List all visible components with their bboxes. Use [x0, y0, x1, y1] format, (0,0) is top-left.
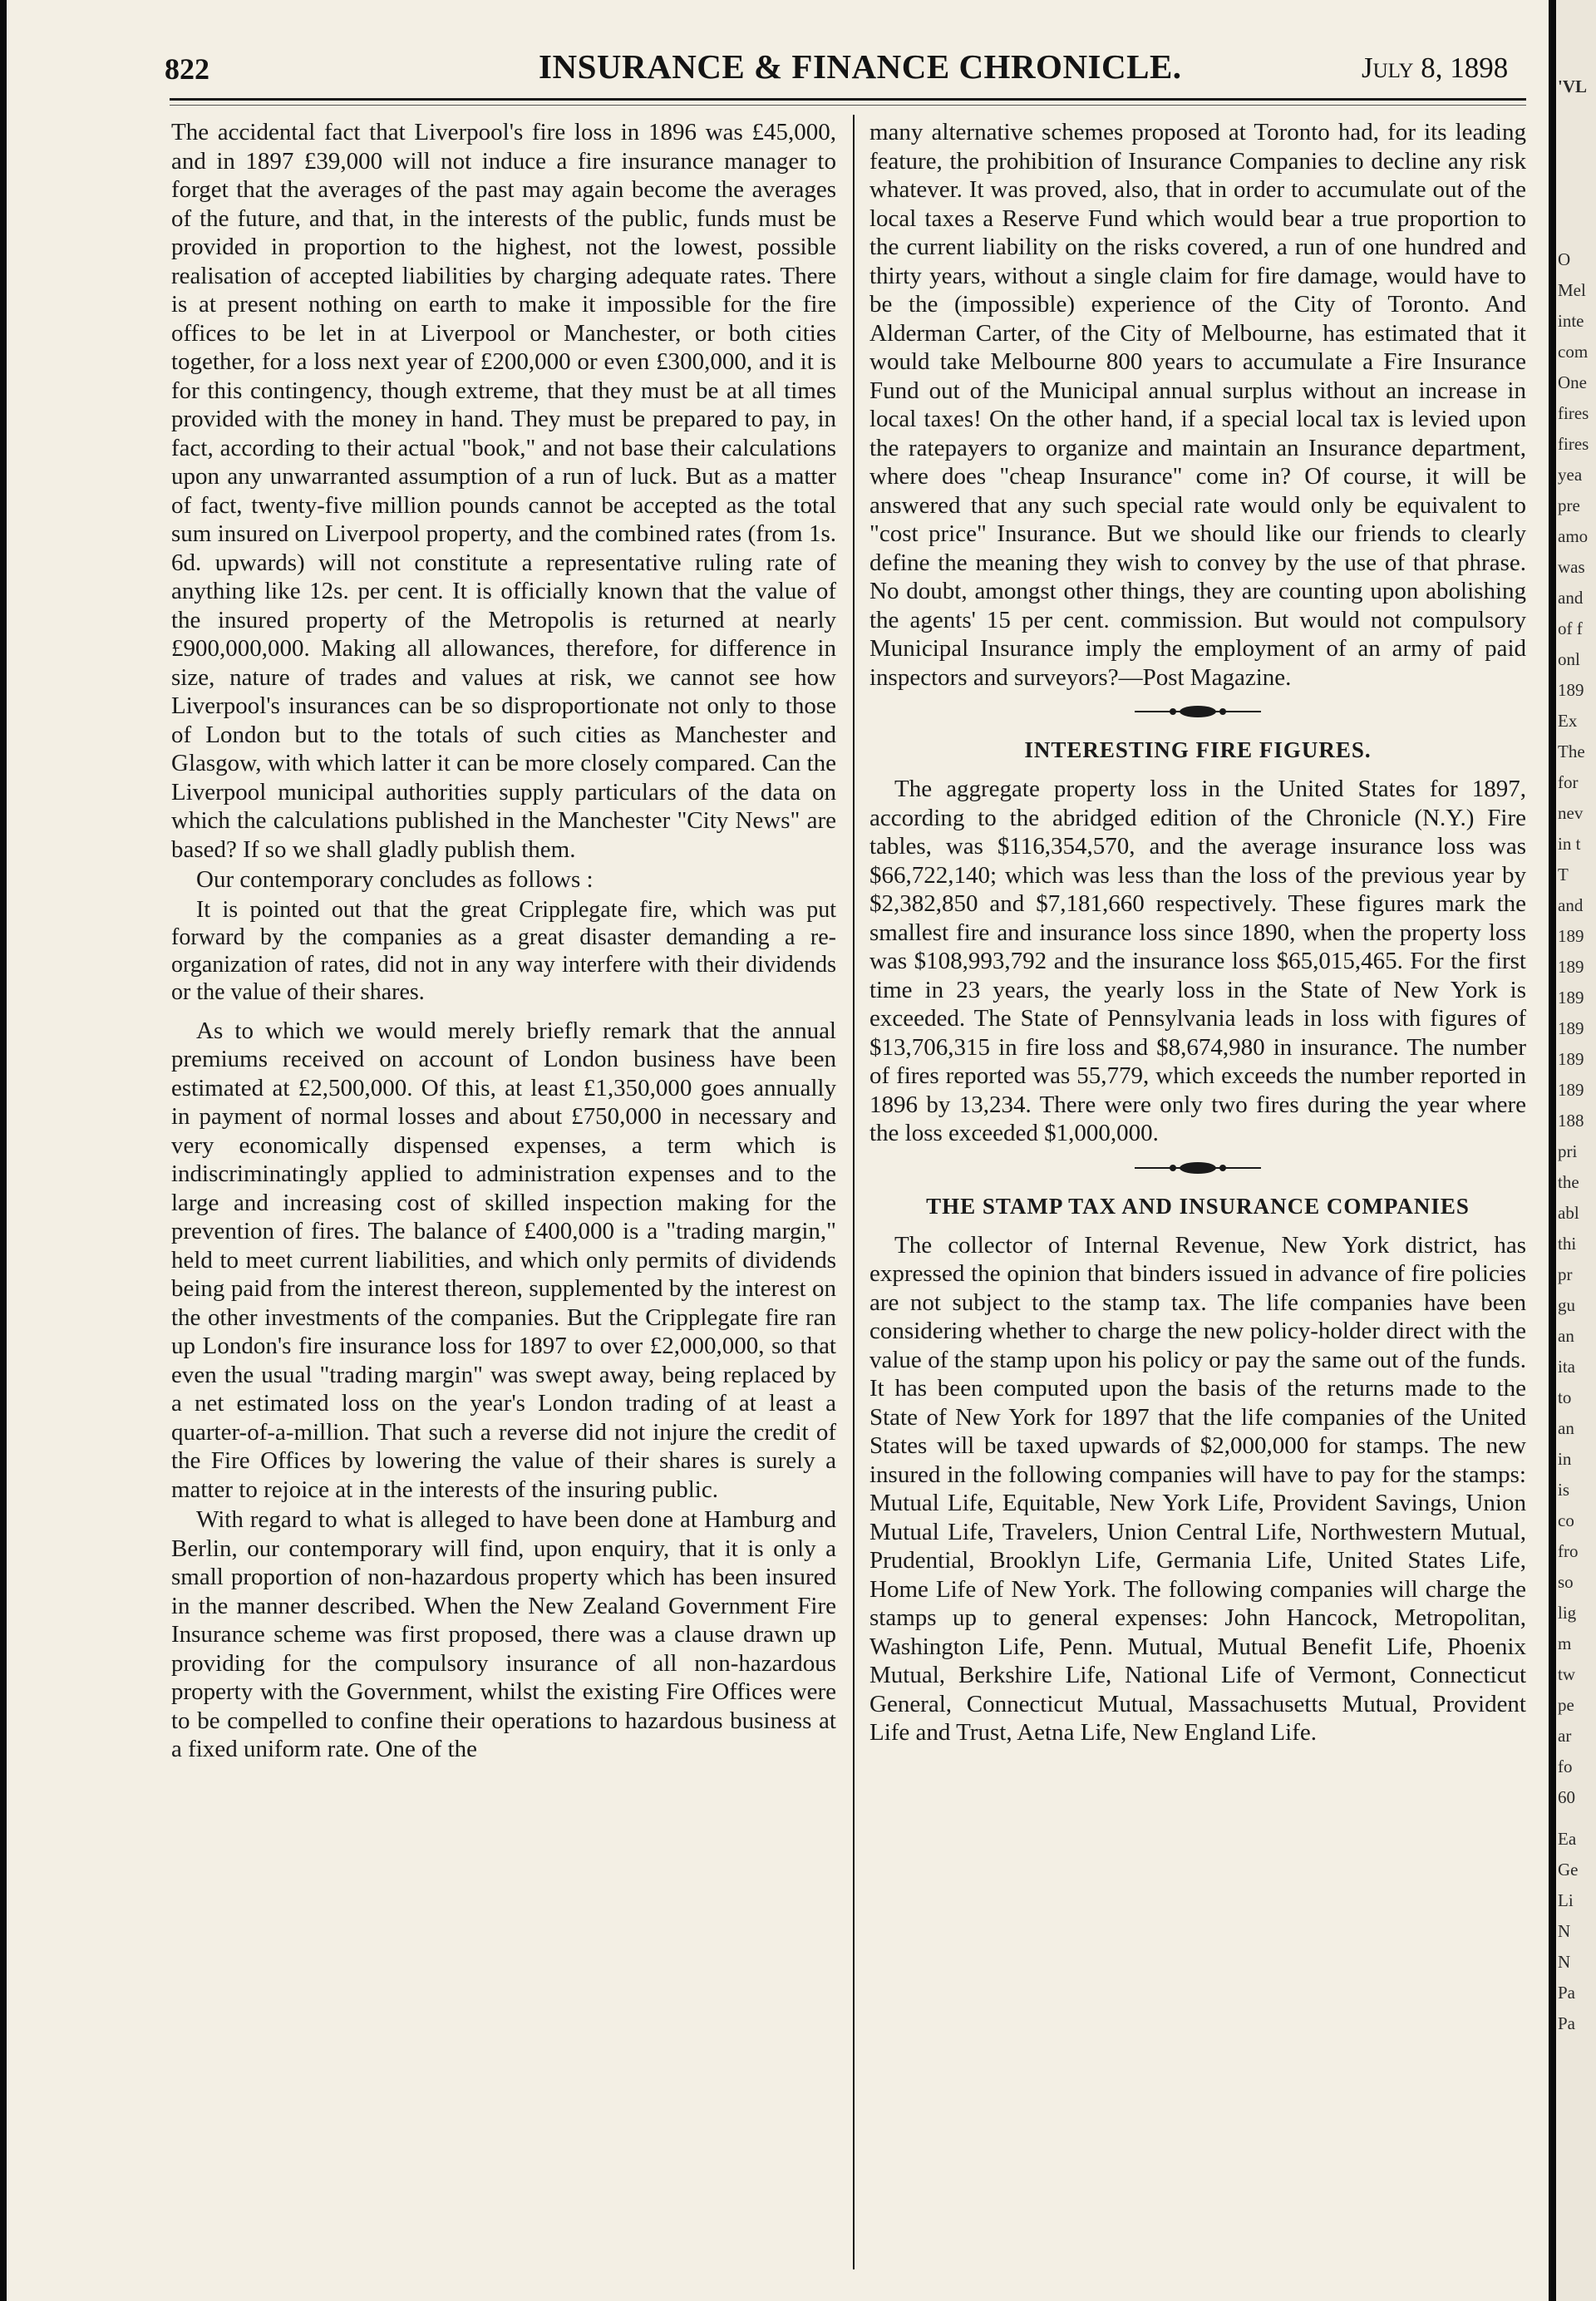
adjacent-page-edge [1556, 0, 1596, 2301]
adjacent-fragment: N [1558, 1921, 1571, 1941]
page-number: 822 [165, 52, 209, 86]
adjacent-fragment: com [1558, 342, 1589, 362]
ornament-divider-icon [1131, 1160, 1264, 1176]
issue-date: July 8, 1898 [1362, 52, 1509, 84]
adjacent-fragment: m [1558, 1633, 1572, 1653]
adjacent-fragment: 189 [1558, 988, 1584, 1008]
article-paragraph: Our contemporary concludes as follows : [196, 866, 594, 893]
adjacent-fragment: the [1558, 1172, 1579, 1192]
adjacent-fragment: O [1558, 249, 1571, 269]
adjacent-fragment: ita [1558, 1357, 1575, 1377]
adjacent-fragment: is [1558, 1480, 1570, 1500]
adjacent-fragment: Pa [1558, 2013, 1575, 2033]
column-rule [853, 115, 855, 2269]
newspaper-page [7, 0, 1549, 2301]
adjacent-fragment: Li [1558, 1890, 1574, 1910]
adjacent-fragment: Ex [1558, 711, 1578, 731]
header-rule-thin [170, 105, 1526, 106]
adjacent-fragment: fires [1558, 434, 1589, 454]
right-column [869, 118, 1526, 1747]
adjacent-fragment: and [1558, 588, 1584, 608]
adjacent-fragment: lig [1558, 1603, 1577, 1623]
adjacent-fragment: 189 [1558, 926, 1584, 946]
article-paragraph: The aggregate property loss in the United States for 1897, according to the abridged edition of the Chronicle (N.Y.) Fire tables, was $116,354,570, and the average insurance loss was $66,722,140; which was less than the loss of the previous year by $2,382,850 and $7,181,660 respectively. These figures mark the smallest fire and insurance loss since 1890, when the property loss was $108,993,792 and the insurance loss $65,015,465. For the first time in 23 years, the yearly loss in the State of New York is exceeded. The State of Pennsylvania leads in loss with figures of $13,706,315 in fire loss and $8,674,980 in insurance. The number of fires reported was 55,779, which exceeds the number reported in 1896 by 13,234. There were only two fires during the year where the loss exceeded $1,000,000. [869, 776, 1526, 1147]
adjacent-fragment: Ge [1558, 1860, 1579, 1880]
adjacent-fragment: 189 [1558, 1049, 1584, 1069]
adjacent-running-head: 'VL [1558, 76, 1588, 96]
adjacent-fragment: Ea [1558, 1829, 1577, 1849]
left-column [171, 118, 836, 1764]
adjacent-fragment: an [1558, 1418, 1574, 1438]
adjacent-fragment: N [1558, 1952, 1571, 1972]
adjacent-fragment: fires [1558, 403, 1589, 423]
adjacent-fragment: amo [1558, 526, 1589, 546]
adjacent-fragment: T [1558, 865, 1569, 884]
adjacent-fragment: nev [1558, 803, 1584, 823]
article-paragraph: The collector of Internal Revenue, New York district, has expressed the opinion that binders issued in advance of fire policies are not subject to the stamp tax. The life companies have been considering whether to charge the new policy-holder direct with the value of the stamp upon his policy or pay the same out of the funds. It has been computed upon the basis of the returns made to the State of New York for 1897 that the life companies of the United States will be taxed upwards of $2,000,000 for stamps. The new insured in the following companies will have to pay for the stamps: Mutual Life, Equitable, New York Life, Provident Savings, Union Mutual Life, Travelers, Union Central Life, Northwestern Mutual, Prudential, Brooklyn Life, Germania Life, United States Life, Home Life of New York. The following companies will charge the stamps up to general expenses: John Hancock, Metropolitan, Washington Life, Penn. Mutual, Mutual Benefit Life, Phoenix Mutual, Berkshire Life, National Life of Vermont, Connecticut General, Connecticut Mutual, Massachusetts Mutual, Provident Life and Trust, Aetna Life, New England Life. [869, 1231, 1526, 1747]
adjacent-fragment: 189 [1558, 1080, 1584, 1100]
adjacent-fragment: 189 [1558, 957, 1584, 977]
section-title-stamp-tax: THE STAMP TAX AND INSURANCE COMPANIES [926, 1193, 1470, 1219]
journal-title: INSURANCE & FINANCE CHRONICLE. [539, 47, 1182, 86]
section-title-fire-figures: INTERESTING FIRE FIGURES. [1024, 737, 1372, 762]
adjacent-fragment: and [1558, 895, 1584, 915]
quoted-paragraph: It is pointed out that the great Cripplegate fire, which was put forward by the companies as a great disaster demanding a re-organization of rates, did not in any way interfere with their dividends or the value of their shares. [171, 896, 836, 1006]
header-rule [170, 98, 1526, 101]
page-header [7, 43, 1549, 93]
adjacent-fragment: thi [1558, 1234, 1577, 1254]
adjacent-fragment: fro [1558, 1541, 1579, 1561]
adjacent-fragment: in t [1558, 834, 1581, 854]
adjacent-fragment: The [1558, 742, 1585, 761]
adjacent-fragment: Mel [1558, 280, 1586, 300]
adjacent-fragment: gu [1558, 1295, 1575, 1315]
adjacent-fragment: fo [1558, 1757, 1573, 1776]
adjacent-fragment: One [1558, 372, 1587, 392]
adjacent-fragment: to [1558, 1387, 1572, 1407]
adjacent-fragment: for [1558, 772, 1579, 792]
adjacent-fragment: 188 [1558, 1111, 1584, 1131]
adjacent-fragment: 189 [1558, 1018, 1584, 1038]
article-paragraph: With regard to what is alleged to have been done at Hamburg and Berlin, our contemporary will find, upon enquiry, that it is only a small proportion of non-hazardous property which has been insured in the manner described. When the New Zealand Government Fire Insurance scheme was first proposed, there was a clause drawn up providing for the compulsory insurance of all non-hazardous property with the Government, whilst the existing Fire Offices were to be compelled to confine their operations to hazardous business at a fixed uniform rate. One of the [171, 1506, 836, 1763]
article-continuation: many alternative schemes proposed at Toronto had, for its leading feature, the prohibition of Insurance Companies to decline any risk whatever. It was proved, also, that in order to accumulate out of the local taxes a Reserve Fund which would bear a true proportion to the current liability on the risks covered, a run of one hundred and thirty years, without a single claim for fire damage, would have to be the (impossible) experience of the City of Toronto. And Alderman Carter, of the City of Melbourne, has estimated that it would take Melbourne 800 years to accumulate a Fire Insurance Fund out of the Municipal annual surplus without an increase in local taxes! On the other hand, if a special local tax is levied upon the ratepayers to organize and maintain an Insurance department, where does "cheap Insurance" come in? Of course, it will be answered that any such special rate would only be equivalent to "cost price" Insurance. But we should like our friends to clearly define the meaning they wish to convey by the use of that phrase. No doubt, amongst other things, they are counting upon abolishing the agents' 15 per cent. commission. But would not compulsory Municipal Insurance imply the employment of an army of paid inspectors and surveyors?—Post Magazine. [869, 119, 1526, 691]
ornament-divider-icon [1131, 703, 1264, 720]
adjacent-fragment: of f [1558, 618, 1583, 638]
adjacent-fragment: 60 [1558, 1787, 1575, 1807]
adjacent-fragment: inte [1558, 311, 1584, 331]
adjacent-fragment: was [1558, 557, 1585, 577]
adjacent-fragment: tw [1558, 1664, 1575, 1684]
adjacent-fragment: in [1558, 1449, 1572, 1469]
adjacent-fragment: 189 [1558, 680, 1584, 700]
article-paragraph: As to which we would merely briefly remark that the annual premiums received on account of London business have been estimated at £2,500,000. Of this, at least £1,350,000 goes annually in payment of normal losses and about £750,000 in necessary and very economically dispensed expenses, a term which is indiscriminatingly applied to administration expenses and to the large and increasing cost of skilled inspection making for the prevention of fires. The balance of £400,000 is a "trading margin," held to meet current liabilities, and which only permits of dividends being paid from the interest thereon, supplemented by the interest on the other investments of the companies. But the Cripplegate fire ran up London's fire insurance loss for 1897 to over £2,000,000, so that even the usual "trading margin" was swept away, being replaced by a net estimated loss on the year's London trading of at least a quarter-of-a-million. That such a reverse did not injure the credit of the Fire Offices by lowering the value of their shares is surely a matter to rejoice at in the interests of the insuring public. [171, 1017, 836, 1503]
adjacent-fragment: onl [1558, 649, 1580, 669]
adjacent-fragment: pr [1558, 1264, 1573, 1284]
adjacent-fragment: ar [1558, 1726, 1572, 1746]
adjacent-fragment: so [1558, 1572, 1574, 1592]
article-paragraph: The accidental fact that Liverpool's fire loss in 1896 was £45,000, and in 1897 £39,000 will not induce a fire insurance manager to forget that the averages of the past may again become the averages of the future, and that, in the interests of the public, funds must be provided in proportion to the highest, not the lowest, possible realisation of accepted liabilities by charging adequate rates. There is at present nothing on earth to make it impossible for the fire offices to be let in at Liverpool or Manchester, or both cities together, for a loss next year of £200,000 or even £300,000, and it is for this contingency, though extreme, that they must be at all times provided with the money in hand. They must be prepared to pay, in fact, according to their actual "book," and not base their calculations upon any unwarranted assumption of a run of luck. But as a matter of fact, twenty-five million pounds cannot be accepted as the total sum insured on Liverpool property, and the combined rates (from 1s. 6d. upwards) will not constitute a representative ruling rate of anything like 12s. per cent. It is officially known that the value of the insured property of the Metropolis is returned at nearly £900,000,000. Making all allowances, therefore, for difference in size, nature of trades and values at risk, we cannot see how Liverpool's insurances can be so disproportionate not only to those of London but to the totals of such cities as Manchester and Glasgow, with which latter it can be more closely compared. Can the Liverpool municipal authorities supply particulars of the data on which the calculations published in the Manchester "City News" are based? If so we shall gladly publish them. [171, 119, 836, 863]
adjacent-fragment: an [1558, 1326, 1574, 1346]
adjacent-fragment: pe [1558, 1695, 1574, 1715]
adjacent-fragment: Pa [1558, 1983, 1575, 2003]
adjacent-fragment: co [1558, 1510, 1574, 1530]
adjacent-fragment: yea [1558, 465, 1583, 485]
adjacent-fragment: abl [1558, 1203, 1579, 1223]
adjacent-fragment: pri [1558, 1141, 1578, 1161]
adjacent-fragment: pre [1558, 495, 1580, 515]
